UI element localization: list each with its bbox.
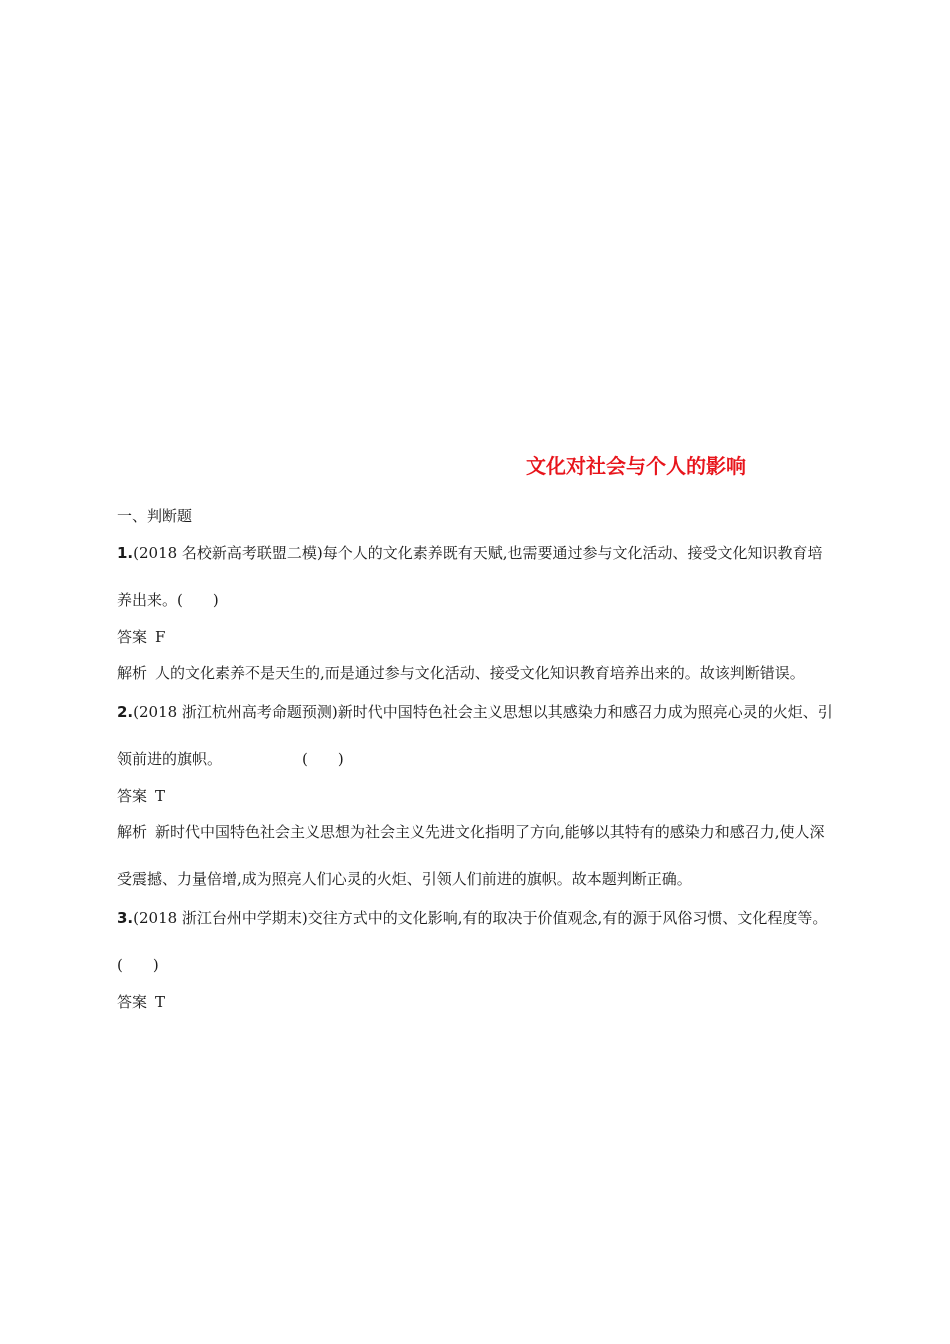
analysis-text bbox=[117, 809, 837, 903]
question-list bbox=[117, 538, 837, 1021]
section-heading: 一、判断题 bbox=[117, 507, 193, 525]
question-item bbox=[117, 689, 837, 903]
answer-label: 答案 bbox=[117, 993, 148, 1011]
question-number: 2. bbox=[117, 703, 134, 721]
question-number: 3. bbox=[117, 909, 134, 927]
answer-blank: ( ) bbox=[302, 750, 344, 768]
answer-value: T bbox=[155, 993, 166, 1011]
analysis-label: 解析 bbox=[117, 823, 148, 841]
question-body: (2018 浙江台州中学期末)交往方式中的文化影响,有的取决于价值观念,有的源于风俗习惯、文化程度等。( ) bbox=[117, 909, 828, 974]
question-number: 1. bbox=[117, 544, 134, 562]
analysis-body: 新时代中国特色社会主义思想为社会主义先进文化指明了方向,能够以其特有的感染力和感召力,使人深受震撼、力量倍增,成为照亮人们心灵的火炬、引领人们前进的旗帜。故本题判断正确。 bbox=[117, 823, 825, 888]
question-text bbox=[117, 689, 837, 783]
answer-value: T bbox=[155, 787, 166, 805]
question-item bbox=[117, 895, 837, 1021]
answer-value: F bbox=[155, 628, 166, 646]
question-body: (2018 名校新高考联盟二模)每个人的文化素养既有天赋,也需要通过参与文化活动、接受文化知识教育培养出来。( ) bbox=[117, 544, 823, 609]
question-item bbox=[117, 530, 837, 697]
answer-label: 答案 bbox=[117, 628, 148, 646]
analysis-label: 解析 bbox=[117, 664, 148, 682]
question-body: (2018 浙江杭州高考命题预测)新时代中国特色社会主义思想以其感染力和感召力成为照亮心灵的火炬、引领前进的旗帜。 bbox=[117, 703, 833, 768]
analysis-body: 人的文化素养不是天生的,而是通过参与文化活动、接受文化知识教育培养出来的。故该判断错误。 bbox=[155, 664, 805, 682]
question-text bbox=[117, 530, 837, 624]
answer-label: 答案 bbox=[117, 787, 148, 805]
question-text bbox=[117, 895, 837, 989]
answer-line bbox=[117, 983, 837, 1021]
page-title: 文化对社会与个人的影响 bbox=[526, 454, 746, 478]
